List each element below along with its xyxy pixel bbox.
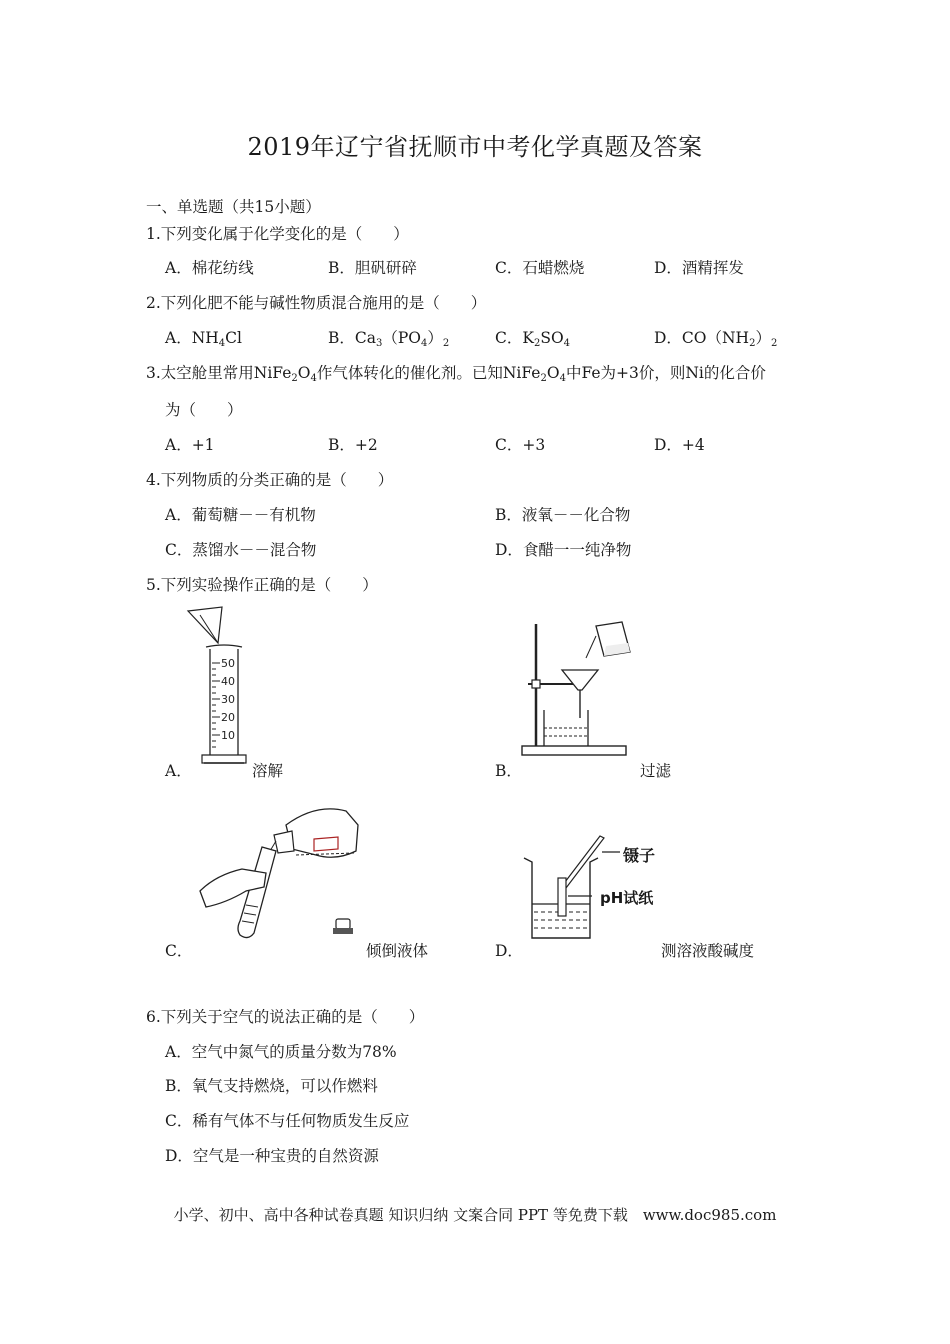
question-6-stem: 6.下列关于空气的说法正确的是（ ） <box>146 1008 425 1026</box>
q4-option-a: A．葡萄糖－－有机物 <box>165 506 316 524</box>
q2-option-b: B．$Ca_3(PO_4)_2$ <box>328 329 450 349</box>
q3-option-a: A．+1 <box>165 436 215 454</box>
q2-option-a: A．$NH_4Cl$ <box>165 329 242 349</box>
q6-option-b: B．氧气支持燃烧，可以作燃料 <box>165 1077 378 1095</box>
page-footer: 小学、初中、高中各种试卷真题 知识归纳 文案合同 PPT 等免费下载 www.doc985.com <box>173 1206 777 1224</box>
ph-paper-label: pH试纸 <box>600 889 654 907</box>
question-2-stem: 2.下列化肥不能与碱性物质混合施用的是（ ） <box>146 294 487 312</box>
section-heading: 一、单选题（共15小题） <box>146 198 321 216</box>
q5-option-a-label: A． <box>165 762 192 780</box>
q6-option-a: A．空气中氮气的质量分数为78% <box>165 1043 397 1061</box>
q3-option-d: D．+4 <box>654 436 705 454</box>
filtration-figure <box>518 618 648 758</box>
pour-liquid-figure <box>196 795 366 945</box>
q1-option-b: B．胆矾研碎 <box>328 259 417 277</box>
page-title: 2019年辽宁省抚顺市中考化学真题及答案 <box>247 133 703 161</box>
q3-option-b: B．+2 <box>328 436 378 454</box>
cylinder-mark: 20 <box>221 711 235 724</box>
q6-option-d: D．空气是一种宝贵的自然资源 <box>165 1147 379 1165</box>
q5-option-b-caption: 过滤 <box>640 762 672 780</box>
q2-option-c: C．$K_2SO_4$ <box>495 329 571 349</box>
question-3-stem-continued: 为（ ） <box>165 401 243 419</box>
q2-option-d: D．$CO(NH_2)_2$ <box>654 329 778 349</box>
cylinder-mark: 40 <box>221 675 235 688</box>
q4-option-d: D．食醋一一纯净物 <box>495 541 632 559</box>
q4-option-b: B．液氧－－化合物 <box>495 506 631 524</box>
question-4-stem: 4.下列物质的分类正确的是（ ） <box>146 471 394 489</box>
q6-option-c: C．稀有气体不与任何物质发生反应 <box>165 1112 410 1130</box>
q3-option-c: C．+3 <box>495 436 546 454</box>
q1-option-a: A．棉花纺线 <box>165 259 254 277</box>
q1-option-c: C．石蜡燃烧 <box>495 259 585 277</box>
tweezers-label: 镊子 <box>623 846 656 865</box>
q5-option-c-label: C． <box>165 942 193 960</box>
q5-option-a-caption: 溶解 <box>252 762 284 780</box>
q4-option-c: C．蒸馏水－－混合物 <box>165 541 317 559</box>
q1-option-d: D．酒精挥发 <box>654 259 744 277</box>
q5-option-d-caption: 测溶液酸碱度 <box>661 942 755 960</box>
cylinder-mark: 50 <box>221 657 235 670</box>
q5-option-c-caption: 倾倒液体 <box>366 942 429 960</box>
question-3-stem: 3.太空舱里常用$NiFe_2O_4$作气体转化的催化剂。已知$NiFe_2O_4$中Fe为+3价，则Ni的化合价 <box>146 364 766 384</box>
q5-option-b-label: B． <box>495 762 522 780</box>
cylinder-mark: 30 <box>221 693 235 706</box>
question-1-stem: 1.下列变化属于化学变化的是（ ） <box>146 225 409 243</box>
question-5-stem: 5.下列实验操作正确的是（ ） <box>146 576 378 594</box>
cylinder-mark: 10 <box>221 729 235 742</box>
cylinder-dissolve-figure <box>180 603 280 773</box>
q5-option-d-label: D． <box>495 942 523 960</box>
